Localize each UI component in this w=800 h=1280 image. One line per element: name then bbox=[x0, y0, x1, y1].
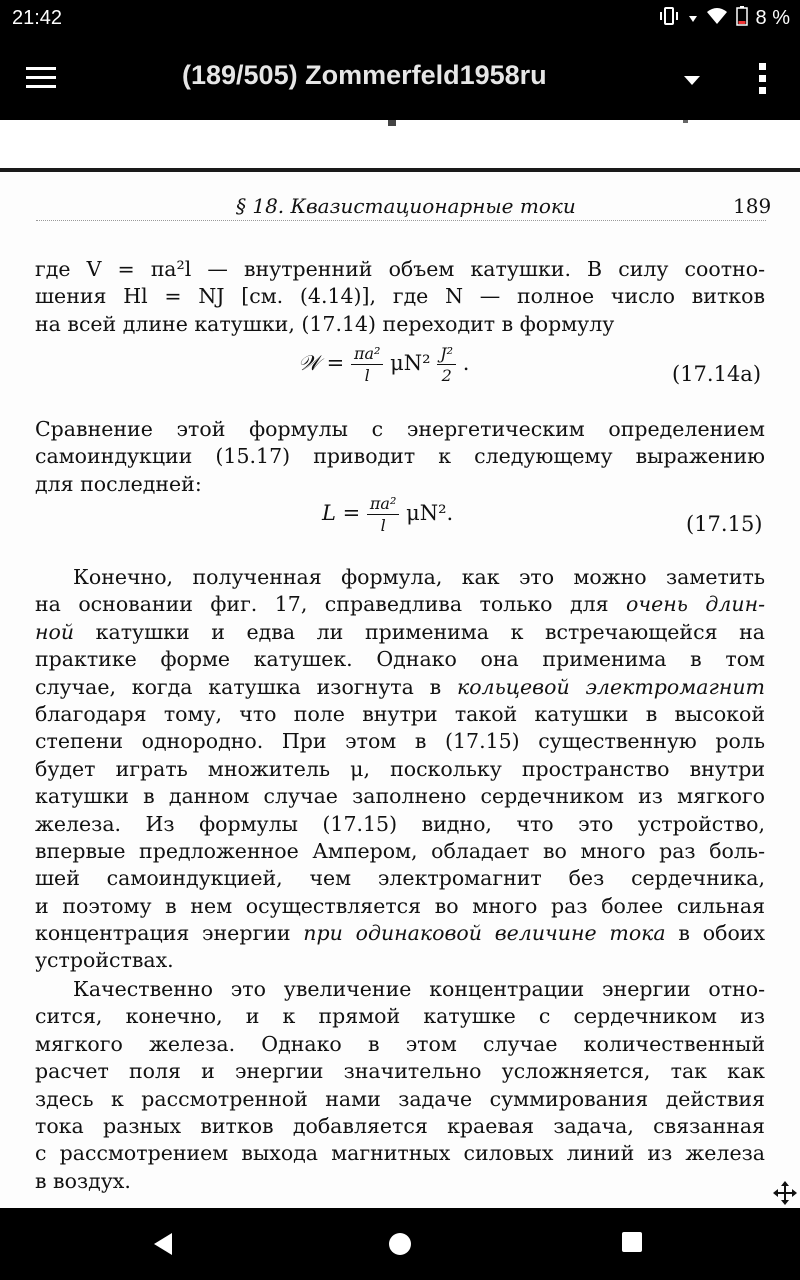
formula-fraction bbox=[437, 344, 456, 385]
italic-text: кольцевой электромагнит bbox=[456, 674, 765, 699]
text-line: Конечно, полученная формула, как это можно заметить bbox=[73, 565, 765, 589]
text-line: устройствах. bbox=[35, 948, 174, 973]
text-line: шения Hl = NJ [см. (4.14)], где N — полное число витков bbox=[35, 284, 765, 309]
formula-lhs: 𝒲 = bbox=[298, 351, 351, 375]
text-line: будет играть множитель μ, поскольку пространство внутри bbox=[35, 756, 765, 781]
text-line: с рассмотрением выхода магнитных силовых линий из железа bbox=[35, 1141, 765, 1166]
text-run: в обоих bbox=[665, 921, 766, 946]
wifi-icon bbox=[706, 7, 728, 29]
document-viewer[interactable] bbox=[0, 120, 800, 1208]
equation-number: (17.15) bbox=[686, 512, 763, 536]
text-line: тока разных витков добавляется краевая задача, связанная bbox=[35, 1113, 765, 1138]
battery-percent: 8 % bbox=[755, 6, 790, 29]
paragraph-1 bbox=[35, 256, 765, 338]
text-line bbox=[35, 591, 765, 618]
text-run: случае, когда катушка изогнута в bbox=[35, 674, 457, 699]
text-line: в воздух. bbox=[35, 1168, 131, 1193]
paragraph-3 bbox=[35, 564, 765, 975]
text-run: катушки и едва ли применима к встречающейся на bbox=[74, 619, 765, 644]
text-run: на основании фиг. 17, справедлива только для bbox=[35, 592, 626, 617]
system-nav-bar bbox=[0, 1208, 800, 1280]
text-line: Сравнение этой формулы с энергетическим определением bbox=[35, 417, 765, 441]
vibrate-icon bbox=[658, 7, 680, 29]
text-line: впервые предложенное Ампером, обладает во много раз боль- bbox=[35, 838, 765, 863]
more-vert-icon[interactable] bbox=[756, 60, 770, 98]
battery-low-icon bbox=[736, 6, 748, 30]
formula-lhs: L = bbox=[322, 501, 367, 525]
fraction-denominator: 2 bbox=[441, 366, 452, 385]
header-rule bbox=[36, 220, 766, 222]
italic-text: ной bbox=[35, 619, 75, 644]
app-bar bbox=[0, 36, 800, 120]
text-line: где V = πa²l — внутренний объем катушки. В силу соотно- bbox=[35, 257, 765, 281]
text-line: расчет поля и энергии значительно усложняется, так как bbox=[35, 1059, 765, 1084]
text-line: на всей длине катушки, (17.14) переходит в формулу bbox=[35, 311, 615, 336]
text-line: степени однородно. При этом в (17.15) существенную роль bbox=[35, 729, 765, 754]
text-line: благодаря тому, что поле внутри такой катушки в высокой bbox=[35, 701, 765, 726]
fraction-numerator: πa² bbox=[351, 344, 383, 365]
running-head: § 18. Квазистационарные токи bbox=[236, 194, 576, 218]
fraction-numerator: J² bbox=[437, 344, 456, 365]
chevron-down-icon[interactable] bbox=[680, 72, 704, 88]
text-line bbox=[35, 920, 765, 947]
formula-fraction bbox=[351, 344, 383, 385]
text-line: для последней: bbox=[35, 471, 202, 496]
italic-text: при одинаковой величине тока bbox=[303, 921, 666, 946]
page-number: 189 bbox=[733, 194, 772, 218]
recents-icon[interactable] bbox=[620, 1230, 644, 1254]
status-icons bbox=[658, 6, 790, 30]
text-line: сится, конечно, и к прямой катушке с сердечником из bbox=[35, 1004, 765, 1029]
paragraph-4 bbox=[35, 976, 765, 1195]
formula-middle: μN² bbox=[390, 351, 438, 375]
paragraph-2 bbox=[35, 416, 765, 498]
text-line: самоиндукции (15.17) приводит к следующему выражению bbox=[35, 444, 765, 469]
move-handle-icon[interactable] bbox=[772, 1180, 798, 1206]
menu-icon[interactable] bbox=[24, 64, 58, 92]
text-line: и поэтому в нем осуществляется во много раз более сильная bbox=[35, 893, 765, 918]
formula-tail: . bbox=[462, 351, 470, 375]
text-line: мягкого железа. Однако в этом случае количественный bbox=[35, 1031, 765, 1056]
home-icon[interactable] bbox=[386, 1230, 414, 1258]
fraction-denominator: l bbox=[364, 366, 370, 385]
signal-arrow-icon bbox=[688, 9, 698, 28]
status-time: 21:42 bbox=[12, 7, 63, 29]
document-title: (189/505) Zommerfeld1958ru bbox=[182, 60, 547, 90]
formula-17-14a bbox=[298, 344, 469, 385]
fraction-numerator: πa² bbox=[367, 494, 399, 515]
text-line: Качественно это увеличение концентрации энергии отно- bbox=[73, 977, 765, 1001]
text-line: катушки в данном случае заполнено сердечником из мягкого bbox=[35, 784, 765, 809]
text-line: здесь к рассмотренной нами задаче суммирования действия bbox=[35, 1086, 765, 1111]
formula-17-15 bbox=[322, 494, 453, 535]
previous-page-edge bbox=[0, 120, 800, 168]
equation-number: (17.14a) bbox=[672, 362, 762, 386]
formula-tail: μN². bbox=[406, 501, 454, 525]
book-page bbox=[0, 172, 800, 1208]
formula-fraction bbox=[367, 494, 399, 535]
text-line: железа. Из формулы (17.15) видно, что это устройство, bbox=[35, 811, 765, 836]
fraction-denominator: l bbox=[380, 516, 386, 535]
text-line bbox=[35, 674, 765, 701]
text-line bbox=[35, 619, 765, 646]
italic-text: очень длин- bbox=[625, 592, 765, 617]
text-line: шей самоиндукцией, чем электромагнит без сердечника, bbox=[35, 866, 765, 891]
text-line: практике форме катушек. Однако она применима в том bbox=[35, 647, 765, 672]
text-run: концентрация энергии bbox=[35, 921, 304, 946]
back-icon[interactable] bbox=[150, 1230, 178, 1258]
status-bar bbox=[0, 0, 800, 36]
